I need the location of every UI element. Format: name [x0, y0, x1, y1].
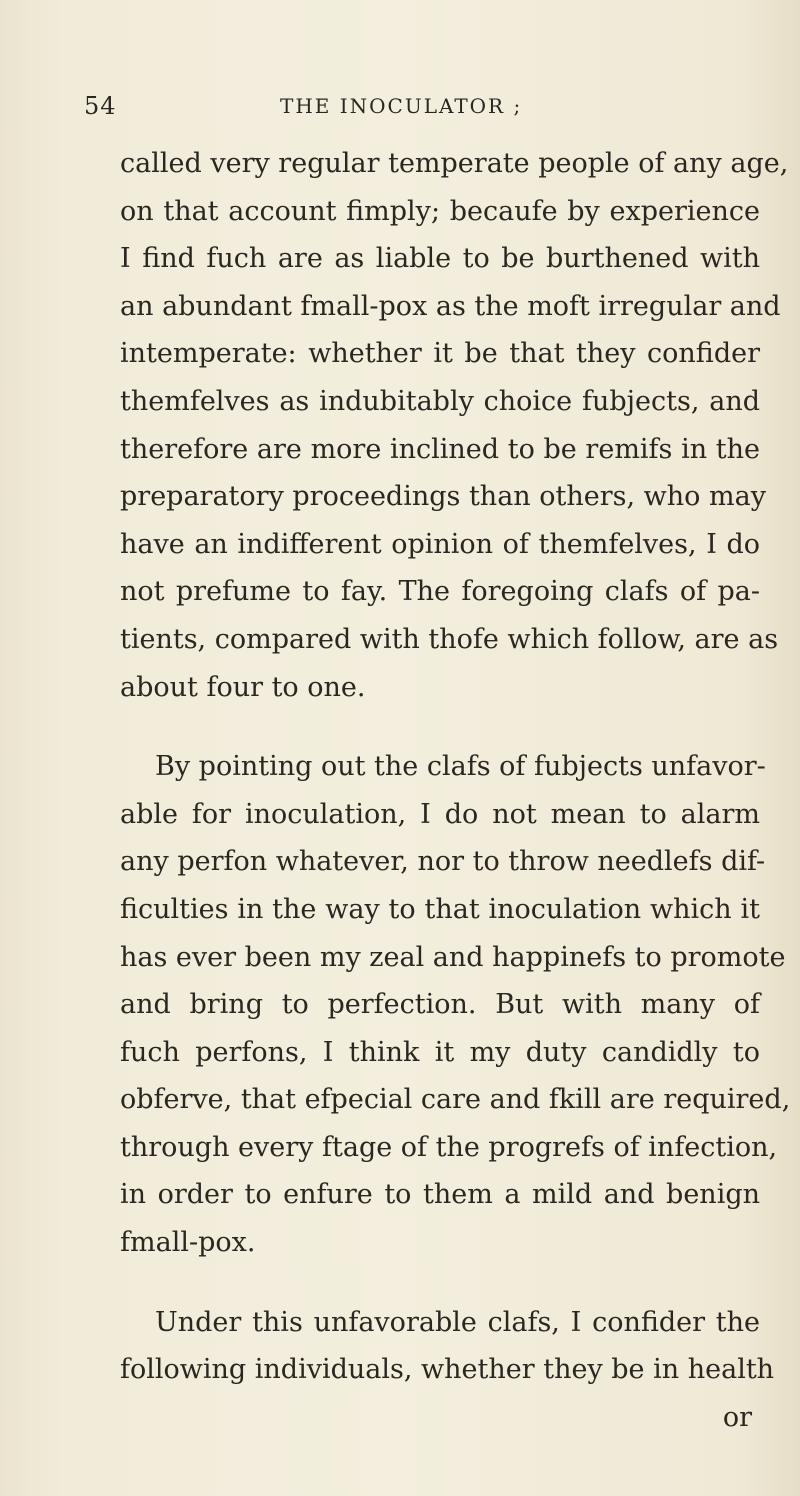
text-line: themfelves as indubitably choice fubjects, and — [120, 385, 760, 417]
text-line: and bring to perfection. But with many of — [120, 989, 760, 1021]
text-line: in order to enfure to them a mild and benign — [120, 1179, 760, 1211]
paragraph-1 — [120, 140, 789, 711]
running-head: THE INOCULATOR ; — [280, 94, 523, 118]
text-line: intemperate: whether it be that they confider — [120, 338, 760, 370]
text-line: not prefume to fay. The foregoing clafs of pa- — [120, 576, 760, 608]
text-line: called very regular temperate people of any age, — [120, 148, 789, 179]
text-line: ficulties in the way to that inoculation which it — [120, 893, 760, 925]
text-line: following individuals, whether they be in health — [120, 1354, 775, 1386]
text-line: about four to one. — [120, 671, 366, 703]
text-line: fmall-pox. — [120, 1227, 256, 1259]
text-line: fuch perfons, I think it my duty candidly to — [120, 1036, 760, 1068]
text-line: on that account fimply; becaufe by experience — [120, 195, 760, 227]
paragraph-3 — [120, 1299, 775, 1442]
text-line: have an indifferent opinion of themfelves, I do — [120, 528, 760, 560]
paragraph-2 — [120, 743, 791, 1267]
text-line: has ever been my zeal and happinefs to promote — [120, 941, 786, 973]
text-line: tients, compared with thofe which follow, are as — [120, 623, 779, 655]
text-line: I find fuch are as liable to be burthened with — [120, 243, 760, 275]
text-line: able for inoculation, I do not mean to alarm — [120, 798, 760, 830]
catchword: or — [722, 1401, 752, 1433]
page-number: 54 — [84, 92, 117, 120]
text-line: an abundant fmall-pox as the moft irregular and — [120, 290, 781, 322]
paragraph-gap — [120, 1267, 760, 1299]
text-line: By pointing out the clafs of fubjects unfavor- — [155, 751, 766, 783]
text-line: any perfon whatever, nor to throw needlefs dif- — [120, 846, 766, 878]
text-line: preparatory proceedings than others, who may — [120, 481, 766, 513]
text-line: obferve, that efpecial care and fkill are required, — [120, 1084, 791, 1116]
body-text — [120, 140, 791, 1441]
text-line: through every ftage of the progrefs of infection, — [120, 1131, 778, 1163]
paragraph-gap — [120, 711, 760, 743]
page-header — [84, 92, 744, 122]
text-line: therefore are more inclined to be remifs in the — [120, 433, 760, 465]
text-line: Under this unfavorable clafs, I confider the — [155, 1306, 760, 1338]
